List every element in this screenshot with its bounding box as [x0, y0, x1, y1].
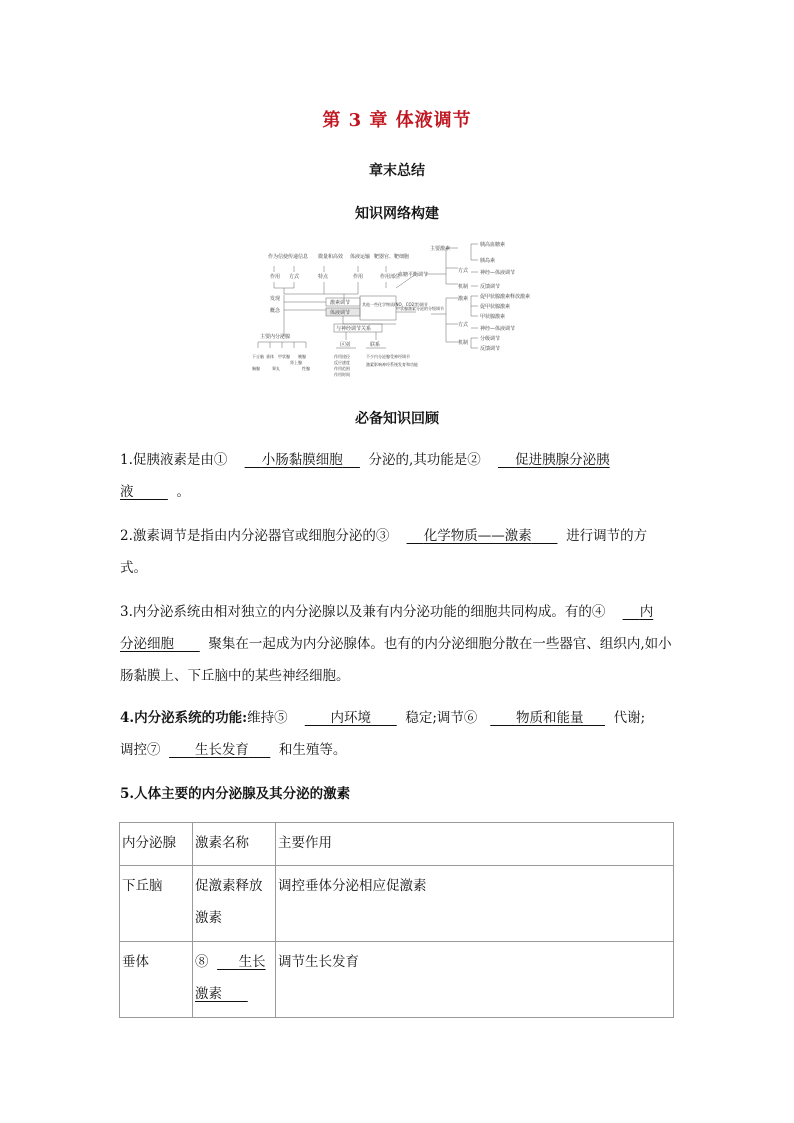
summary-heading: 章末总结	[369, 163, 425, 179]
knowledge-network-diagram	[246, 238, 550, 390]
diagram-row-label: 作用部位	[380, 274, 401, 280]
table-header: 激素名称	[193, 823, 276, 866]
table-cell: 促激素释放激素	[193, 866, 276, 942]
diagram-top-label: 微量和高效	[318, 254, 344, 260]
diagram-sugar-item: 反馈调节	[480, 284, 501, 290]
question-1: 1.促胰液素是由① 小肠黏膜细胞 分泌的,其功能是② 促进胰腺分泌胰 液 。	[120, 452, 610, 500]
answer-blank-8: 生长 激素	[195, 954, 266, 1002]
diagram-contrast: 联系	[370, 342, 381, 348]
diagram-box: 激素调节	[330, 300, 351, 306]
diagram-contrast: 区别	[340, 342, 351, 348]
recall-heading: 必备知识回顾	[355, 411, 439, 427]
diagram-sugar-item: 胰岛素	[480, 258, 496, 264]
diagram-top-label: 作为信使传递信息	[268, 254, 309, 260]
diagram-thyroid-label: 方式	[458, 322, 469, 328]
question-3: 3.内分泌系统由相对独立的内分泌腺以及兼有内分泌功能的细胞共同构成。有的④ 内 分泌细胞 聚集在一起成为内分泌腺体。也有的内分泌细胞分散在一些器官、组织内,如小肠黏膜上、下丘脑中的某些神经细胞。	[120, 604, 672, 684]
table-header-row	[120, 823, 674, 866]
question-5-title: 5.人体主要的内分泌腺及其分泌的激素	[120, 786, 351, 802]
question-4: 4.内分泌系统的功能:维持⑤ 内环境 稳定;调节⑥ 物质和能量 代谢; 调控⑦ 生长发育 和生殖等。	[120, 710, 646, 758]
gland-hormone-table	[119, 822, 674, 1018]
table-header: 内分泌腺	[120, 823, 193, 866]
diagram-thyroid-item: 神经—体液调节	[480, 326, 516, 332]
diagram-sugar-label: 主要激素	[430, 246, 451, 252]
diagram-top-label: 体液运输	[350, 254, 371, 260]
diagram-thyroid-item: 反馈调节	[480, 346, 501, 352]
diagram-contrast-item: 作用途径	[334, 354, 350, 359]
table-cell: ⑧ 生长 激素	[193, 942, 276, 1018]
diagram-gland: 垂体	[266, 354, 274, 359]
diagram-branch: 甲状腺激素分泌的分级调节	[396, 306, 444, 311]
diagram-gland: 甲状腺	[278, 354, 290, 359]
diagram-row-label: 作用	[353, 274, 364, 280]
diagram-row-label: 特点	[318, 274, 329, 280]
diagram-top-label: 靶器官、靶细胞	[374, 254, 410, 260]
diagram-gland: 胸腺	[252, 366, 260, 371]
table-cell: 垂体	[120, 942, 193, 1018]
diagram-sugar-label: 机制	[458, 284, 469, 290]
diagram-thyroid-item: 促甲状腺激素	[480, 304, 511, 310]
table-header: 主要作用	[276, 823, 674, 866]
answer-blank-7: 生长发育	[194, 742, 249, 758]
diagram-other-chem: 其他一些化学物质(NO、CO2等)调节	[362, 302, 428, 307]
diagram-gland: 下丘脑	[252, 354, 264, 359]
answer-blank-3: 化学物质——激素	[423, 528, 532, 544]
answer-blank-1: 小肠黏膜细胞	[261, 452, 343, 468]
answer-blank-6: 物质和能量	[516, 710, 584, 726]
diagram-row-label: 方式	[289, 274, 300, 280]
diagram-gland: 性腺	[302, 366, 310, 371]
diagram-thyroid-label: 激素	[458, 296, 469, 302]
diagram-left-label: 概念	[270, 308, 281, 314]
diagram-sugar-item: 神经—体液调节	[480, 270, 516, 276]
answer-blank-4: 内 分泌细胞	[120, 604, 654, 652]
diagram-sugar-label: 方式	[458, 268, 469, 274]
diagram-left-label: 主要内分泌腺	[260, 334, 291, 340]
diagram-relation: 与神经调节关系	[336, 326, 372, 332]
table-cell: 下丘脑	[120, 866, 193, 942]
diagram-thyroid-item: 分级调节	[480, 336, 501, 342]
diagram-contrast-item: 作用时间	[334, 372, 350, 377]
answer-blank-2: 促进胰腺分泌胰 液	[120, 452, 610, 500]
diagram-thyroid-item: 甲状腺激素	[480, 314, 506, 320]
chapter-title: 第 3 章 体液调节	[322, 110, 472, 131]
answer-blank-5: 内环境	[330, 710, 371, 726]
diagram-thyroid-label: 机制	[458, 340, 469, 346]
network-heading: 知识网络构建	[355, 206, 439, 222]
diagram-left-label: 发现	[270, 296, 281, 302]
diagram-link-item: 不少内分泌腺受神经调节	[366, 354, 410, 359]
table-row	[120, 866, 674, 942]
table-cell: 调节生长发育	[276, 942, 674, 1018]
diagram-contrast-item: 作用范围	[334, 366, 350, 371]
diagram-gland: 胰腺	[298, 354, 306, 359]
diagram-thyroid-item: 促甲状腺激素释放激素	[480, 294, 531, 300]
diagram-branch: 血糖平衡调节	[398, 272, 429, 278]
table-row	[120, 942, 674, 1018]
diagram-sugar-item: 胰高血糖素	[480, 242, 506, 248]
diagram-link-item: 激素影响神经系统发育和功能	[366, 362, 418, 367]
diagram-contrast-item: 反应速度	[334, 360, 350, 365]
diagram-box: 体液调节	[330, 310, 351, 316]
diagram-gland: 肾上腺	[290, 360, 302, 365]
question-2: 2.激素调节是指由内分泌器官或细胞分泌的③ 化学物质——激素 进行调节的方 式。	[120, 528, 648, 576]
table-cell: 调控垂体分泌相应促激素	[276, 866, 674, 942]
diagram-row-label: 作用	[270, 274, 281, 280]
diagram-gland: 睾丸	[272, 366, 280, 371]
